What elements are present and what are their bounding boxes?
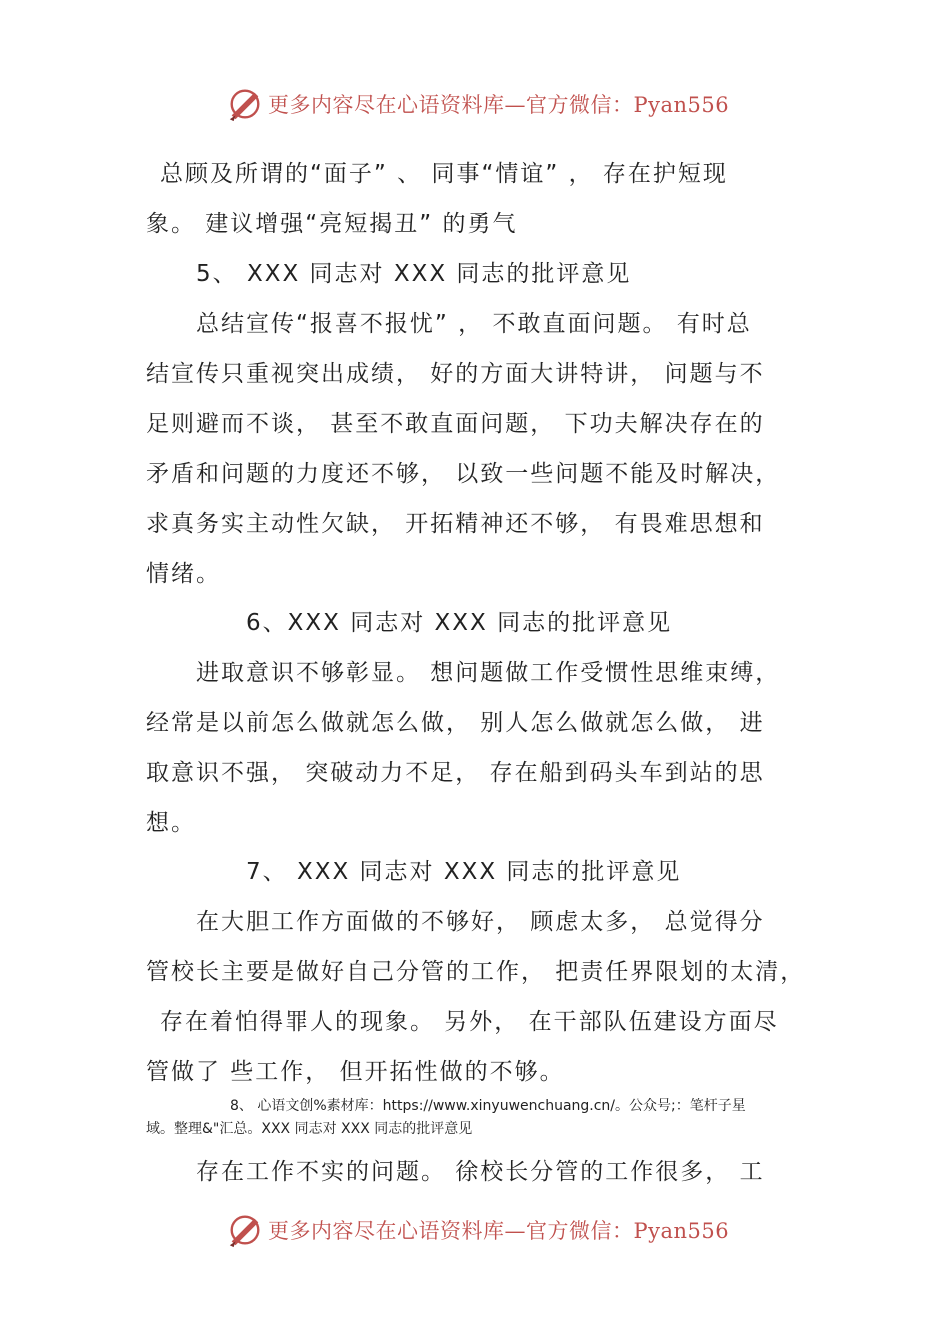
body-line: 象。 建议增强“亮短揭丑” 的勇气 [146, 211, 518, 237]
body-line: 存在工作不实的问题。 徐校长分管的工作很多， 工 [196, 1159, 765, 1185]
body-line: 存在着怕得罪人的现象。 另外， 在干部队伍建设方面尽 [160, 1009, 779, 1035]
body-line: 管校长主要是做好自己分管的工作， 把责任界限划的太清， [146, 959, 806, 985]
body-line: 矛盾和问题的力度还不够， 以致一些问题不能及时解决， [146, 461, 781, 487]
pen-logo-icon [226, 85, 264, 123]
header-banner-text: 更多内容尽在心语资料库—官方微信：Pyan556 [268, 93, 730, 117]
body-line: 进取意识不够彰显。 想问题做工作受惯性思维束缚， [196, 660, 781, 686]
body-line: 取意识不强， 突破动力不足， 存在船到码头车到站的思 [146, 760, 765, 786]
body-line: 结宣传只重视突出成绩， 好的方面大讲特讲， 问题与不 [146, 361, 765, 387]
pen-logo-icon [226, 1211, 264, 1249]
body-line: 情绪。 [146, 561, 221, 587]
body-line: 总结宣传“报喜不报忧” ， 不敢直面问题。 有时总 [196, 311, 752, 337]
body-line: 管做了 些工作， 但开拓性做的不够。 [146, 1059, 565, 1085]
body-line: 想。 [146, 810, 196, 836]
body-line: 经常是以前怎么做就怎么做， 别人怎么做就怎么做， 进 [146, 710, 765, 736]
note-line: 域。整理&"汇总。XXX 同志对 XXX 同志的批评意见 [146, 1121, 473, 1137]
section-heading: 7、 XXX 同志对 XXX 同志的批评意见 [246, 859, 682, 885]
section-heading: 6、XXX 同志对 XXX 同志的批评意见 [246, 610, 673, 636]
body-line: 总顾及所谓的“面子” 、 同事“情谊” ， 存在护短现 [160, 161, 728, 187]
header-banner [226, 84, 729, 124]
footer-banner-text: 更多内容尽在心语资料库—官方微信：Pyan556 [268, 1219, 730, 1243]
footer-banner [226, 1210, 729, 1250]
body-line: 求真务实主动性欠缺， 开拓精神还不够， 有畏难思想和 [146, 511, 765, 537]
note-line: 8、 心语文创%素材库：https://www.xinyuwenchuang.cn/。公众号;：笔杆子星 [230, 1098, 746, 1114]
body-line: 在大胆工作方面做的不够好， 顾虑太多， 总觉得分 [196, 909, 765, 935]
section-heading: 5、 XXX 同志对 XXX 同志的批评意见 [196, 261, 632, 287]
body-line: 足则避而不谈， 甚至不敢直面问题， 下功夫解决存在的 [146, 411, 765, 437]
